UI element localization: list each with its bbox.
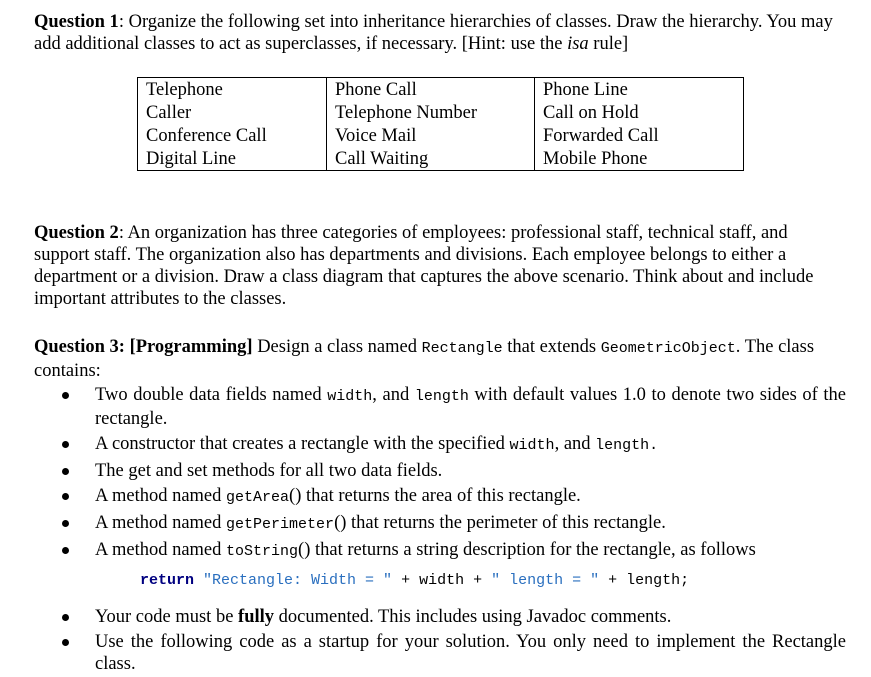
table-cell: Telephone Number [327,101,535,124]
code-term: getArea [226,489,290,506]
list-item [60,539,846,563]
code-term: width [327,388,373,405]
question-3-text-c: . The class contains: [34,337,815,381]
list-text: A method named [95,513,227,533]
question-2-label: Question 2 [34,223,119,243]
bullet-icon [62,441,69,448]
bullet-icon [62,614,69,621]
list-item [60,512,846,536]
code-term: length. [595,437,659,454]
code-plain: + length; [599,572,690,589]
question-3-label: Question 3: [Programming] [34,337,253,357]
question-1 [34,11,846,55]
list-text: , and [554,434,596,454]
code-string: " length = " [491,572,600,589]
bullet-icon [62,520,69,527]
bullet-icon [62,468,69,475]
question-1-text-end: rule] [588,34,629,54]
list-item [60,631,846,675]
table-cell: Call on Hold [535,101,744,124]
list-text: () that returns a string description for the rectangle, as follows [298,540,756,560]
list-item [60,485,846,509]
bullet-icon [62,639,69,646]
question-2 [34,222,846,310]
list-item [60,606,846,628]
code-term: width [509,437,555,454]
question-1-label: Question 1 [34,12,119,32]
list-text: () that returns the perimeter of this rectangle. [334,513,666,533]
table-row [138,124,744,147]
code-term: toString [226,543,299,560]
code-term: length [414,388,469,405]
bullet-icon [62,493,69,500]
class-name: Rectangle [421,340,503,357]
code-plain: + width + [392,572,492,589]
class-names-table [137,77,744,171]
list-text: Two double data fields named [95,385,328,405]
emphasis-text: fully [238,607,275,627]
table-cell: Phone Line [535,78,744,102]
table-row [138,101,744,124]
list-text: with default values 1.0 to denote two sides of the rectangle. [95,385,846,429]
code-keyword: return [140,572,195,589]
table-cell: Digital Line [138,147,327,171]
tostring-code-line [140,570,689,592]
question-1-text: : Organize the following set into inheritance hierarchies of classes. Draw the hierarchy. You may add additional classes to act as superclasses, if necessary. [Hint: use the [34,12,833,54]
question-3 [34,336,846,382]
parent-class-name: GeometricObject [600,340,736,357]
question-3-text-a: Design a class named [252,337,422,357]
list-text: Use the following code as a startup for your solution. You only need to implement the Rectangle class. [95,632,846,674]
isa-term: isa [567,34,589,54]
table-cell: Phone Call [327,78,535,102]
bullet-icon [62,392,69,399]
list-item [60,460,846,482]
list-text: documented. This includes using Javadoc comments. [274,607,672,627]
list-item [60,433,846,457]
list-text: () that returns the area of this rectangle. [289,486,581,506]
extra-requirements-list [60,606,846,675]
requirements-list [60,384,846,563]
code-term: getPerimeter [226,516,335,533]
bullet-icon [62,547,69,554]
code-string: "Rectangle: Width = " [203,572,393,589]
question-2-text: : An organization has three categories of employees: professional staff, technical staff, and support staff. The organization also has departments and divisions. Each employee belongs to either a department or a division. Draw a class diagram that captures the above scenario. Think about and include important attributes to the classes. [34,223,814,309]
table-cell: Forwarded Call [535,124,744,147]
question-3-text-b: that extends [502,337,601,357]
table-cell: Telephone [138,78,327,102]
list-text: A method named [95,486,227,506]
list-text: , and [372,385,415,405]
table-cell: Conference Call [138,124,327,147]
list-text: The get and set methods for all two data fields. [95,461,443,481]
list-item [60,384,846,430]
table-cell: Voice Mail [327,124,535,147]
table-cell: Mobile Phone [535,147,744,171]
table-cell: Caller [138,101,327,124]
list-text: A constructor that creates a rectangle with the specified [95,434,510,454]
table-cell: Call Waiting [327,147,535,171]
list-text: Your code must be [95,607,239,627]
list-text: A method named [95,540,227,560]
table-row [138,147,744,171]
table-row [138,78,744,102]
